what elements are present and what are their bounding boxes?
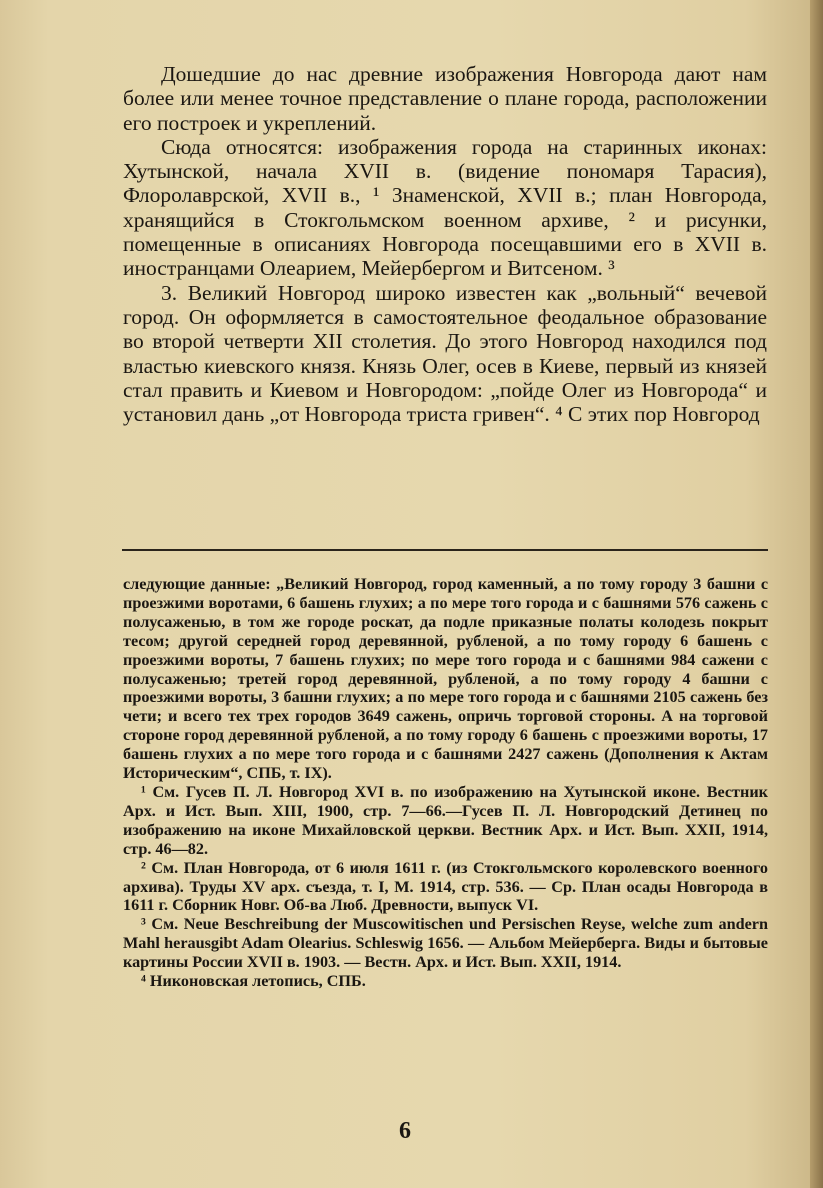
footnote-continuation: следующие данные: „Великий Новгород, город каменный, а по тому городу 3 башни с проезжими воротами, 6 башень глухих; а по мере того города и с башнями 576 сажень с полусаженью, в том же городе роскат, да подле приказные полаты колодезь покрыт тесом; другой середней город деревянной, рубленой, а по тому городу 6 башень с проезжими вороты, 7 башень глухих; по мере того города и с башнями 984 сажени с полусаженью; третей город деревянной, рубленой, а по тому городу 4 башни с проезжими вороты, 3 башни глухих; а по мере того города и с башнями 2105 сажень без чети; и всего тех трех городов 3649 сажень, опричь торговой стороны. А на торговой стороне город деревянной рубленой, а по тому городу 6 башень с проезжими вороты, 17 башень глухих а по мере того города и с башнями 2427 сажень (Дополнения к Актам Историческим“, СПБ, т. IX).	[123, 575, 768, 783]
paragraph-intro: Дошедшие до нас древние изображения Новгорода дают нам более или менее точное представление о плане города, расположении его построек и укреплений.	[123, 62, 767, 135]
footnote-1: ¹ См. Гусев П. Л. Новгород XVI в. по изображению на Хутынской иконе. Вестник Арх. и Ист. Вып. XIII, 1900, стр. 7—66.—Гусев П. Л. Новгородский Детинец по изображению на иконе Михайловской церкви. Вестник Арх. и Ист. Вып. XXII, 1914, стр. 46—82.	[123, 782, 768, 858]
footnote-divider	[122, 549, 768, 551]
page-number: 6	[399, 1118, 411, 1144]
paragraph-sources: Сюда относятся: изображения города на старинных иконах: Хутынской, начала XVII в. (видение пономаря Тарасия), Флоролаврской, XVII в., ¹ Знаменской, XVII в.; план Новгорода, хранящийся в Стокгольмском военном архиве, ² и рисунки, помещенные в описаниях Новгорода посещавшими его в XVII в. иностранцами Олеарием, Мейербергом и Витсеном. ³	[123, 134, 767, 281]
footnotes	[123, 575, 768, 991]
paragraph-section-3: 3. Великий Новгород широко известен как „вольный“ вечевой город. Он оформляется в самостоятельное феодальное образование во второй четверти XII столетия. До этого Новгород находился под властью киевского князя. Князь Олег, осев в Киеве, первый из князей стал править и Киевом и Новгородом: „пойде Олег из Новгорода“ и установил дань „от Новгорода триста гривен“. ⁴ С этих пор Новгород	[123, 280, 767, 427]
main-text	[123, 62, 767, 426]
footnote-4: ⁴ Никоновская летопись, СПБ.	[141, 972, 366, 991]
footnote-3: ³ См. Neue Beschreibung der Muscowitischen und Persischen Reyse, welche zum andern Mahl herausgibt Adam Olearius. Schleswig 1656. — Альбом Мейерберга. Виды и бытовые картины России XVII в. 1903. — Вестн. Арх. и Ист. Вып. XXII, 1914.	[123, 915, 768, 972]
footnote-2: ² См. План Новгорода, от 6 июля 1611 г. (из Стокгольмского королевского военного архива). Труды XV арх. съезда, т. I, М. 1914, стр. 536. — Ср. План осады Новгорода в 1611 г. Сборник Новг. Об-ва Люб. Древности, выпуск VI.	[123, 858, 768, 915]
page-binding-edge	[810, 0, 823, 1188]
